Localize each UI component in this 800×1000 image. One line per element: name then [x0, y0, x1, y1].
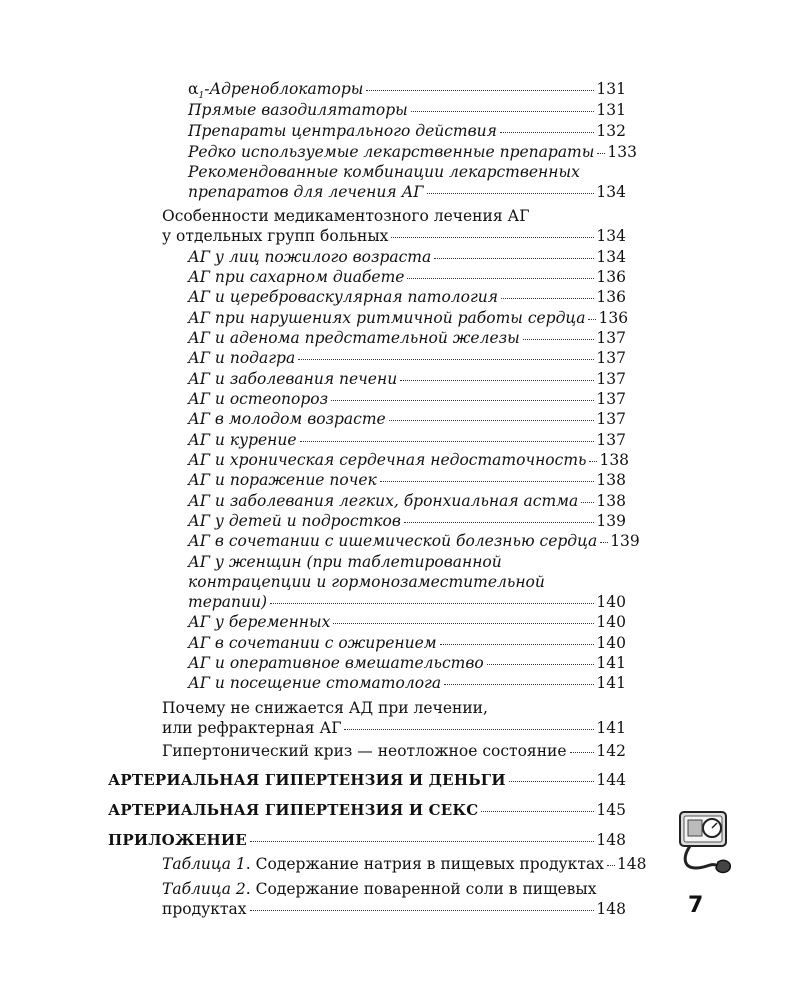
toc-section-title-line: Почему не снижается АД при лечении, [162, 699, 488, 717]
toc-page-number: 136 [596, 268, 626, 286]
toc-page-number: 140 [596, 613, 626, 631]
toc-page-number: 144 [596, 771, 626, 789]
toc-section-title: у отдельных групп больных [162, 227, 389, 245]
leader-dots [380, 481, 595, 482]
toc-entry[interactable] [188, 142, 637, 162]
toc-entry[interactable] [188, 633, 626, 653]
leader-dots [509, 781, 595, 782]
toc-entry-title-line: Рекомендованные комбинации лекарственных [188, 163, 580, 181]
toc-entry[interactable] [188, 389, 626, 409]
toc-page-number: 138 [596, 492, 626, 510]
leader-dots [391, 237, 594, 238]
toc-entry-title: терапии) [188, 593, 268, 611]
toc-page-number: 141 [596, 719, 626, 737]
toc-entry[interactable] [188, 470, 626, 490]
toc-entry[interactable] [188, 653, 626, 673]
leader-dots [389, 420, 595, 421]
toc-entry-title: АГ и подагра [188, 349, 296, 367]
toc-entry[interactable] [188, 409, 626, 429]
leader-dots [250, 910, 595, 911]
leader-dots [366, 90, 594, 91]
toc-page-number: 137 [596, 431, 626, 449]
leader-dots [523, 339, 595, 340]
toc-page-number: 136 [598, 309, 629, 327]
toc-page-number: 137 [596, 329, 626, 347]
toc-entry[interactable] [188, 450, 630, 470]
toc-entry-title: Таблица 1. Содержание натрия в пищевых продуктах [162, 855, 604, 873]
toc-entry-title: АГ у беременных [188, 613, 331, 631]
toc-entry-title: АГ и заболевания легких, бронхиальная астма [188, 492, 579, 510]
toc-entry-title: АГ у лиц пожилого возраста [188, 248, 432, 266]
toc-entry-title: АГ и остеопороз [188, 390, 329, 408]
toc-entry-title: препаратов для лечения АГ [188, 183, 424, 201]
toc-entry[interactable] [188, 491, 626, 511]
toc-page-number: 137 [596, 410, 626, 428]
toc-entry[interactable] [162, 854, 647, 874]
toc-entry-title: $\alpha_1$-Адреноблокаторы [188, 80, 364, 102]
leader-dots [440, 644, 595, 645]
toc-entry-title: АГ и аденома предстательной железы [188, 329, 520, 347]
toc-page-number: 140 [596, 593, 626, 611]
toc-entry-title-line: Таблица 2. Содержание поваренной соли в пищевых [162, 880, 597, 898]
toc-page-number: 138 [599, 451, 630, 469]
toc-page-number: 132 [596, 122, 626, 140]
leader-dots [570, 752, 595, 753]
toc-entry[interactable] [188, 100, 626, 120]
toc-entry[interactable] [188, 182, 626, 202]
leader-dots [487, 664, 595, 665]
toc-page-number: 139 [610, 532, 640, 550]
toc-chapter-title: ПРИЛОЖЕНИЕ [108, 831, 247, 849]
toc-entry-title: АГ и заболевания печени [188, 370, 398, 388]
leader-dots [411, 111, 595, 112]
toc-section-title-line: Особенности медикаментозного лечения АГ [162, 207, 530, 225]
leader-dots [270, 603, 594, 604]
toc-section[interactable] [162, 741, 626, 761]
toc-entry-title: АГ при нарушениях ритмичной работы сердца [188, 309, 586, 327]
toc-entry-title: продуктах [162, 900, 247, 918]
toc-entry-title: АГ в сочетании с ожирением [188, 634, 437, 652]
leader-dots [407, 278, 594, 279]
toc-entry[interactable] [188, 369, 626, 389]
toc-page-number: 148 [596, 831, 626, 849]
toc-entry-title: АГ в сочетании с ишемической болезнью сердца [188, 532, 598, 550]
toc-page-number: 142 [596, 742, 626, 760]
toc-entry[interactable] [188, 328, 626, 348]
toc-entry[interactable] [188, 511, 626, 531]
leader-dots [589, 461, 597, 462]
toc-page-number: 138 [596, 471, 626, 489]
toc-entry-title: АГ при сахарном диабете [188, 268, 405, 286]
toc-section[interactable] [162, 226, 626, 246]
toc-entry[interactable] [188, 673, 626, 693]
toc-entry[interactable] [188, 348, 626, 368]
toc-entry-title: Редко используемые лекарственные препараты [188, 143, 595, 161]
toc-section-title: Гипертонический криз — неотложное состояние [162, 742, 567, 760]
toc-entry-title: АГ у детей и подростков [188, 512, 401, 530]
toc-entry-title: АГ и цереброваскулярная патология [188, 288, 499, 306]
toc-chapter-title: АРТЕРИАЛЬНАЯ ГИПЕРТЕНЗИЯ И ДЕНЬГИ [108, 771, 506, 789]
toc-page-number: 140 [596, 634, 626, 652]
toc-entry[interactable] [188, 612, 626, 632]
toc-page-number: 134 [596, 227, 626, 245]
leader-dots [400, 380, 594, 381]
toc-page-number: 148 [616, 855, 647, 873]
toc-chapter[interactable] [108, 770, 626, 790]
blood-pressure-monitor-icon [672, 806, 736, 876]
toc-entry-title: АГ и поражение почек [188, 471, 377, 489]
toc-page-number: 131 [596, 80, 626, 98]
leader-dots [607, 865, 615, 866]
toc-entry[interactable] [188, 121, 626, 141]
leader-dots [344, 729, 594, 730]
toc-entry[interactable] [188, 308, 629, 328]
toc-page-number: 133 [607, 143, 637, 161]
toc-section-title: или рефрактерная АГ [162, 719, 342, 737]
toc-page-number: 137 [596, 370, 626, 388]
toc-page-number: 131 [596, 101, 626, 119]
leader-dots [250, 841, 595, 842]
toc-entry[interactable] [188, 267, 626, 287]
toc-entry-title: Препараты центрального действия [188, 122, 497, 140]
toc-section[interactable] [162, 718, 626, 738]
toc-entry[interactable] [188, 287, 626, 307]
toc-entry-title: АГ и оперативное вмешательство [188, 654, 484, 672]
toc-chapter[interactable] [108, 830, 626, 850]
leader-dots [600, 542, 608, 543]
toc-entry[interactable] [188, 430, 626, 450]
leader-dots [300, 441, 595, 442]
toc-entry[interactable] [188, 247, 626, 267]
page-number: 7 [688, 893, 704, 918]
toc-page-number: 137 [596, 390, 626, 408]
toc-entry-title: АГ и курение [188, 431, 297, 449]
toc-entry-title: АГ и посещение стоматолога [188, 674, 442, 692]
toc-page-number: 141 [596, 674, 626, 692]
toc-page-number: 134 [596, 248, 626, 266]
toc-entry-title-line: АГ у женщин (при таблетированной [188, 553, 502, 571]
leader-dots [581, 502, 594, 503]
leader-dots [444, 684, 594, 685]
toc-entry-title-line: контрацепции и гормонозаместительной [188, 573, 545, 591]
toc-chapter[interactable] [108, 800, 626, 820]
leader-dots [481, 811, 594, 812]
toc-entry[interactable] [188, 592, 626, 612]
toc-page-number: 141 [596, 654, 626, 672]
toc-chapter-title: АРТЕРИАЛЬНАЯ ГИПЕРТЕНЗИЯ И СЕКС [108, 801, 479, 819]
leader-dots [434, 258, 594, 259]
toc-page-number: 137 [596, 349, 626, 367]
toc-page-number: 145 [596, 801, 626, 819]
leader-dots [427, 193, 595, 194]
leader-dots [597, 153, 605, 154]
toc-entry-title: АГ в молодом возрасте [188, 410, 386, 428]
leader-dots [331, 400, 594, 401]
leader-dots [298, 359, 594, 360]
leader-dots [501, 298, 594, 299]
leader-dots [588, 319, 596, 320]
toc-entry[interactable] [162, 899, 626, 919]
toc-page-number: 139 [596, 512, 626, 530]
leader-dots [404, 522, 594, 523]
toc-entry-title: АГ и хроническая сердечная недостаточность [188, 451, 587, 469]
toc-page-number: 136 [596, 288, 626, 306]
leader-dots [500, 132, 595, 133]
toc-entry-title: Прямые вазодилятаторы [188, 101, 408, 119]
leader-dots [333, 623, 594, 624]
toc-page-number: 148 [596, 900, 626, 918]
toc-page-number: 134 [596, 183, 626, 201]
toc-entry[interactable] [188, 531, 640, 551]
